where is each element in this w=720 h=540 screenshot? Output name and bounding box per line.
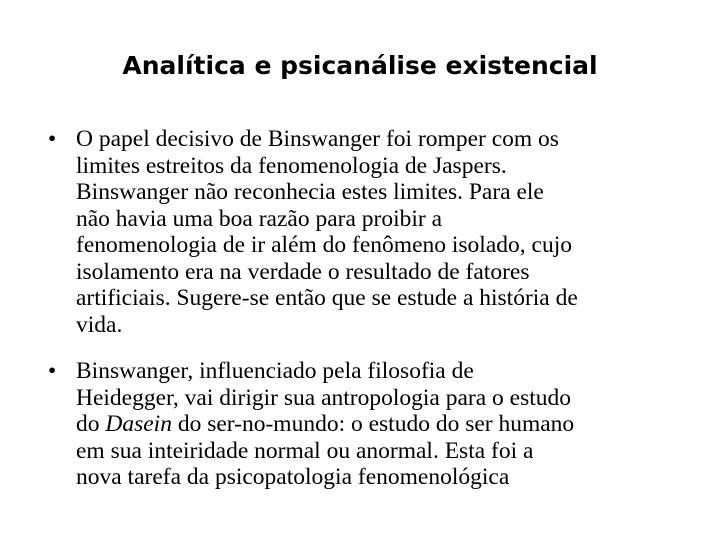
bullet-1-line-8: vida. bbox=[76, 311, 123, 338]
bullet-2-line-3 bbox=[76, 411, 688, 438]
bullet-item-1 bbox=[48, 126, 688, 338]
bullet-item-2 bbox=[48, 358, 688, 491]
bullet-1-line-1: O papel decisivo de Binswanger foi romper com os bbox=[76, 126, 559, 152]
bullet-1-line-7: artificiais. Sugere-se então que se estude a história de bbox=[76, 285, 578, 311]
dasein-italic: Dasein bbox=[105, 411, 172, 437]
bullet-2-line-4: em sua inteiridade normal ou anormal. Esta foi a bbox=[76, 437, 534, 464]
bullet-2-line-3-after: do ser-no-mundo: o estudo do ser humano bbox=[171, 411, 575, 437]
bullet-2-line-5: nova tarefa da psicopatologia fenomenológica bbox=[76, 464, 510, 490]
bullet-2-line-3-before: do bbox=[76, 411, 106, 437]
bullet-list bbox=[48, 126, 688, 511]
bullet-2-line-2: Heidegger, vai dirigir sua antropologia para o estudo bbox=[76, 384, 572, 411]
bullet-marker: • bbox=[48, 126, 57, 152]
bullet-marker: • bbox=[48, 358, 57, 384]
bullet-1-line-3: Binswanger não reconhecia estes limites. Para ele bbox=[76, 179, 544, 205]
bullet-1-line-6: isolamento era na verdade o resultado de fatores bbox=[76, 258, 530, 285]
bullet-1-line-5: fenomenologia de ir além do fenômeno isolado, cujo bbox=[76, 232, 572, 258]
slide-title: Analítica e psicanálise existencial bbox=[122, 51, 598, 80]
bullet-1-line-4: não havia uma boa razão para proibir a bbox=[76, 205, 443, 232]
bullet-2-line-1: Binswanger, influenciado pela filosofia de bbox=[76, 358, 474, 384]
bullet-1-line-2: limites estreitos da fenomenologia de Jaspers. bbox=[76, 152, 507, 179]
